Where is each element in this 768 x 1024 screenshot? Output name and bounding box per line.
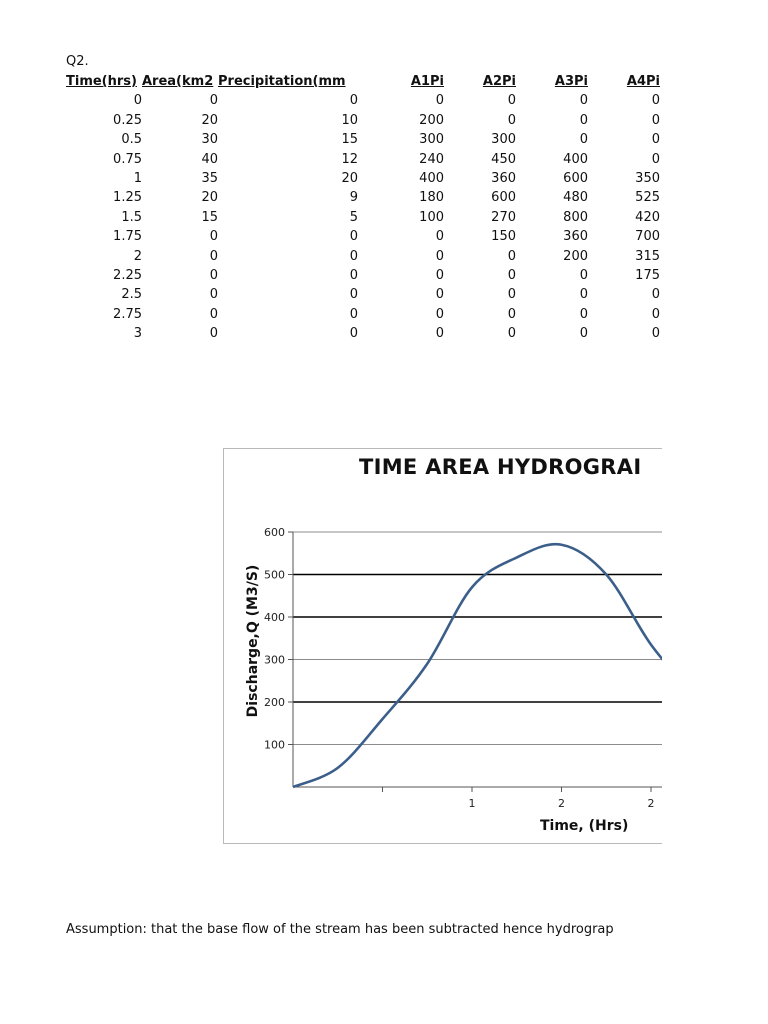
cell-a2pi[interactable]: 360 <box>491 171 516 187</box>
cell-a3pi[interactable]: 0 <box>579 287 588 303</box>
cell-precipitation[interactable]: 0 <box>349 268 358 284</box>
header-a1pi[interactable]: A1Pi <box>410 74 444 89</box>
table-row <box>66 324 660 343</box>
table-row <box>66 227 660 246</box>
cell-a2pi[interactable]: 0 <box>507 326 516 342</box>
cell-a4pi[interactable]: 0 <box>651 151 660 167</box>
cell-a2pi[interactable]: 0 <box>507 112 516 128</box>
table-row <box>66 208 660 227</box>
cell-precipitation[interactable]: 12 <box>341 151 358 167</box>
header-a3pi[interactable]: A3Pi <box>554 74 588 89</box>
header-area[interactable]: Area(km2 <box>142 74 214 89</box>
cell-a2pi[interactable]: 0 <box>507 248 516 264</box>
cell-area[interactable]: 0 <box>209 287 218 303</box>
cell-precipitation[interactable]: 0 <box>349 287 358 303</box>
cell-a2pi[interactable]: 0 <box>507 93 516 109</box>
cell-area[interactable]: 15 <box>201 209 218 225</box>
cell-precipitation[interactable]: 10 <box>341 112 358 128</box>
cell-time[interactable]: 2.75 <box>113 306 142 322</box>
cell-a3pi[interactable]: 400 <box>563 151 588 167</box>
table-row <box>66 188 660 207</box>
cell-time[interactable]: 1.25 <box>113 190 142 206</box>
cell-area[interactable]: 30 <box>201 132 218 148</box>
table-row <box>66 130 660 149</box>
table-row <box>66 169 660 188</box>
cell-a1pi[interactable]: 400 <box>419 171 444 187</box>
table-row <box>66 305 660 324</box>
cell-a1pi[interactable]: 240 <box>419 151 444 167</box>
cell-area[interactable]: 0 <box>209 268 218 284</box>
cell-a4pi[interactable]: 700 <box>635 229 660 245</box>
cell-a3pi[interactable]: 360 <box>563 229 588 245</box>
cell-a3pi[interactable]: 600 <box>563 171 588 187</box>
y-tick-label: 100 <box>264 738 285 752</box>
cell-time[interactable]: 3 <box>133 326 142 342</box>
cell-a4pi[interactable]: 175 <box>635 268 660 284</box>
cell-a4pi[interactable]: 0 <box>651 287 660 303</box>
cell-a2pi[interactable]: 150 <box>491 229 516 245</box>
cell-precipitation[interactable]: 0 <box>349 248 358 264</box>
discharge-series-line <box>293 544 662 787</box>
cell-a4pi[interactable]: 0 <box>651 112 660 128</box>
table-header-row <box>66 72 660 91</box>
cell-precipitation[interactable]: 0 <box>349 229 358 245</box>
cell-area[interactable]: 35 <box>201 171 218 187</box>
cell-a3pi[interactable]: 0 <box>579 326 588 342</box>
cell-a1pi[interactable]: 200 <box>419 112 444 128</box>
cell-time[interactable]: 1.75 <box>113 229 142 245</box>
question-label: Q2. <box>66 54 89 69</box>
data-table <box>66 72 660 344</box>
header-time[interactable]: Time(hrs) <box>66 74 137 89</box>
table-row <box>66 91 660 110</box>
y-tick-label: 500 <box>264 568 285 582</box>
cell-time[interactable]: 2 <box>133 248 142 264</box>
cell-precipitation[interactable]: 0 <box>349 326 358 342</box>
x-tick-label: 2 <box>647 797 655 810</box>
cell-a2pi[interactable]: 600 <box>491 190 516 206</box>
y-tick-label: 400 <box>264 611 285 624</box>
cell-time[interactable]: 2.5 <box>121 287 142 303</box>
header-a2pi[interactable]: A2Pi <box>482 74 516 89</box>
table-row <box>66 111 660 130</box>
y-tick-label: 300 <box>264 653 285 667</box>
cell-a1pi[interactable]: 0 <box>435 326 444 342</box>
y-tick-label: 200 <box>264 696 285 709</box>
cell-a4pi[interactable]: 0 <box>651 326 660 342</box>
cell-a4pi[interactable]: 0 <box>651 306 660 322</box>
y-tick-label: 600 <box>264 526 285 539</box>
cell-time[interactable]: 2.25 <box>113 268 142 284</box>
table-row <box>66 285 660 304</box>
cell-a4pi[interactable]: 0 <box>651 93 660 109</box>
cell-a2pi[interactable]: 450 <box>491 151 516 167</box>
cell-area[interactable]: 0 <box>209 229 218 245</box>
cell-precipitation[interactable]: 20 <box>341 171 358 187</box>
cell-area[interactable]: 20 <box>201 190 218 206</box>
cell-a3pi[interactable]: 480 <box>563 190 588 206</box>
cell-time[interactable]: 1.5 <box>121 209 142 225</box>
cell-a3pi[interactable]: 0 <box>579 132 588 148</box>
cell-time[interactable]: 0.75 <box>113 151 142 167</box>
cell-a1pi[interactable]: 300 <box>419 132 444 148</box>
cell-precipitation[interactable]: 0 <box>349 306 358 322</box>
cell-a3pi[interactable]: 0 <box>579 268 588 284</box>
cell-area[interactable]: 0 <box>209 93 218 109</box>
cell-a3pi[interactable]: 0 <box>579 306 588 322</box>
x-axis-title: Time, (Hrs) <box>540 818 629 834</box>
cell-a1pi[interactable]: 0 <box>435 229 444 245</box>
cell-precipitation[interactable]: 0 <box>349 93 358 109</box>
cell-a1pi[interactable]: 0 <box>435 287 444 303</box>
table-row <box>66 266 660 285</box>
cell-area[interactable]: 40 <box>201 151 218 167</box>
cell-time[interactable]: 0.25 <box>113 112 142 128</box>
cell-a2pi[interactable]: 0 <box>507 268 516 284</box>
hydrograph-chart[interactable] <box>223 448 662 844</box>
cell-a1pi[interactable]: 0 <box>435 306 444 322</box>
table-row <box>66 247 660 266</box>
cell-area[interactable]: 0 <box>209 326 218 342</box>
table-body <box>66 91 660 343</box>
cell-a4pi[interactable]: 420 <box>635 209 660 225</box>
cell-time[interactable]: 1 <box>133 171 142 187</box>
cell-time[interactable]: 0.5 <box>121 132 142 148</box>
cell-a1pi[interactable]: 100 <box>419 209 444 225</box>
plot-area <box>224 449 662 845</box>
cell-a4pi[interactable]: 350 <box>635 171 660 187</box>
cell-a3pi[interactable]: 0 <box>579 93 588 109</box>
y-axis-title: Discharge,Q (M3/S) <box>245 564 261 718</box>
cell-a1pi[interactable]: 180 <box>419 190 444 206</box>
cell-a4pi[interactable]: 0 <box>651 132 660 148</box>
cell-a1pi[interactable]: 0 <box>435 268 444 284</box>
cell-time[interactable]: 0 <box>133 93 142 109</box>
assumption-text: Assumption: that the base flow of the stream has been subtracted hence hydrograp <box>66 922 614 937</box>
cell-a2pi[interactable]: 270 <box>491 209 516 225</box>
cell-area[interactable]: 0 <box>209 248 218 264</box>
cell-a3pi[interactable]: 0 <box>579 112 588 128</box>
chart-title: TIME AREA HYDROGRAI <box>359 455 642 479</box>
cell-a4pi[interactable]: 315 <box>635 248 660 264</box>
cell-a2pi[interactable]: 300 <box>491 132 516 148</box>
cell-a3pi[interactable]: 200 <box>563 248 588 264</box>
cell-a3pi[interactable]: 800 <box>563 209 588 225</box>
cell-precipitation[interactable]: 9 <box>349 190 358 206</box>
header-a4pi[interactable]: A4Pi <box>626 74 660 89</box>
cell-a2pi[interactable]: 0 <box>507 287 516 303</box>
cell-precipitation[interactable]: 5 <box>349 209 358 225</box>
table-row <box>66 150 660 169</box>
header-precipitation[interactable]: Precipitation(mm <box>218 74 346 89</box>
cell-area[interactable]: 0 <box>209 306 218 322</box>
x-tick-label: 2 <box>558 797 565 810</box>
x-tick-label: 1 <box>468 797 476 810</box>
cell-a1pi[interactable]: 0 <box>435 93 444 109</box>
cell-a4pi[interactable]: 525 <box>635 190 660 206</box>
cell-a2pi[interactable]: 0 <box>507 306 516 322</box>
cell-a1pi[interactable]: 0 <box>435 248 444 264</box>
cell-precipitation[interactable]: 15 <box>341 132 358 148</box>
cell-area[interactable]: 20 <box>201 112 218 128</box>
